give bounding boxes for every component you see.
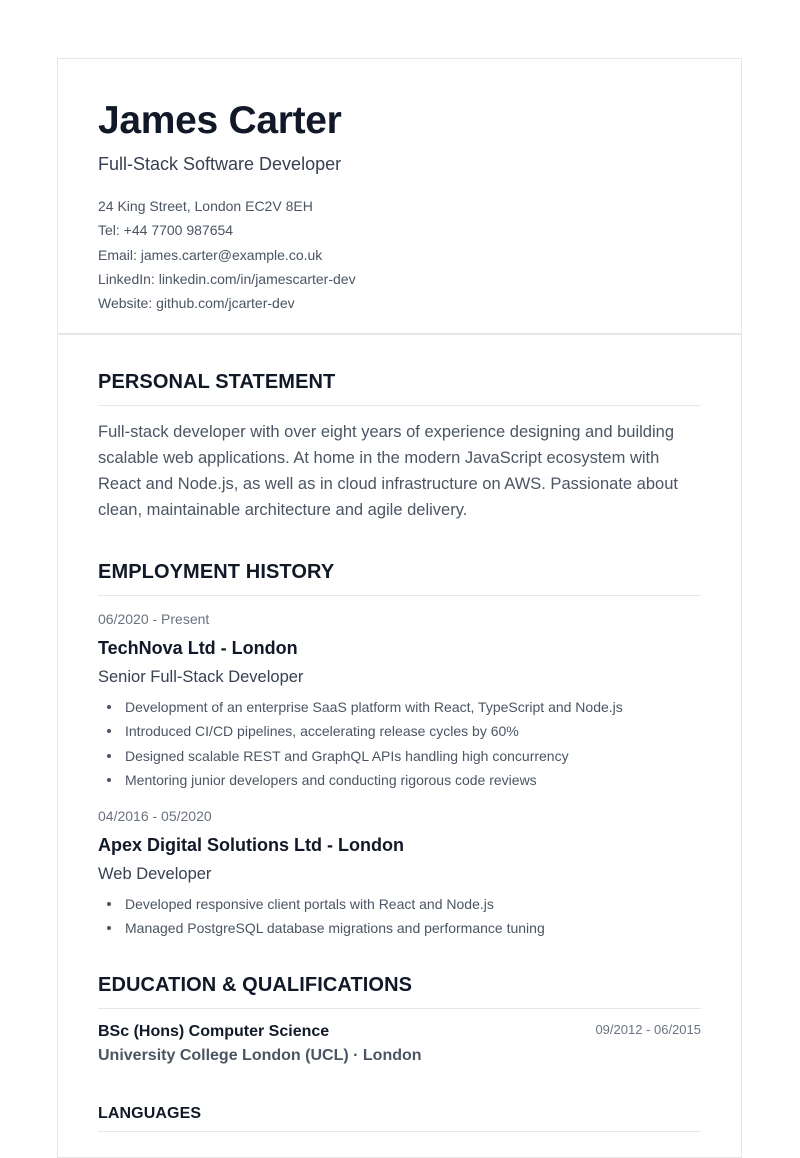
bullet-text: Development of an enterprise SaaS platform with React, TypeScript and Node.js: [125, 699, 623, 715]
bullet-icon: [107, 926, 111, 930]
list-item: [98, 892, 701, 916]
job-company: Apex Digital Solutions Ltd - London: [98, 835, 404, 856]
personal-statement-section: [98, 369, 701, 523]
edu-dates: 09/2012 - 06/2015: [595, 1021, 701, 1037]
section-title: EMPLOYMENT HISTORY: [98, 559, 701, 596]
list-item: [98, 695, 701, 719]
bullet-text: Developed responsive client portals with React and Node.js: [125, 896, 494, 913]
statement-text: Full-stack developer with over eight years of experience designing and building scalable web applications. At home in the modern JavaScript ecosystem with React and Node.js, as well as in cloud infrastructure on AWS. Passionate about clean, maintainable architecture and agile delivery.: [98, 423, 678, 519]
bullet-text: Mentoring junior developers and conducting rigorous code reviews: [125, 771, 537, 788]
bullet-text: Designed scalable REST and GraphQL APIs handling high concurrency: [125, 747, 569, 764]
job-entry: [98, 610, 701, 792]
contact-block: [98, 194, 701, 315]
resume-body: [58, 369, 741, 1132]
candidate-role: Full-Stack Software Developer: [98, 154, 342, 174]
job-dates: 06/2020 - Present: [98, 611, 210, 627]
bullet-icon: [107, 778, 111, 782]
contact-address: 24 King Street, London EC2V 8EH: [98, 198, 313, 214]
section-title: PERSONAL STATEMENT: [98, 369, 701, 406]
bullet-icon: [107, 754, 111, 758]
contact-website: Website: github.com/jcarter-dev: [98, 295, 295, 312]
candidate-name: James Carter: [98, 99, 342, 142]
job-entry: [98, 807, 701, 941]
edu-degree: BSc (Hons) Computer Science: [98, 1022, 330, 1040]
edu-school: University College London (UCL) · London: [98, 1046, 422, 1064]
list-item: [98, 768, 701, 792]
job-title: Senior Full-Stack Developer: [98, 668, 304, 686]
list-item: [98, 719, 701, 743]
education-entry: [98, 1021, 701, 1067]
bullet-icon: [107, 902, 111, 906]
bullet-icon: [107, 729, 111, 733]
job-title: Web Developer: [98, 865, 212, 884]
bullet-text: Managed PostgreSQL database migrations and performance tuning: [125, 920, 545, 937]
bullet-text: Introduced CI/CD pipelines, accelerating release cycles by 60%: [125, 723, 519, 740]
list-item: [98, 744, 701, 768]
employment-section: [98, 559, 701, 941]
contact-phone: Tel: +44 7700 987654: [98, 222, 234, 239]
languages-section: [98, 1101, 701, 1132]
contact-linkedin: LinkedIn: linkedin.com/in/jamescarter-dev: [98, 270, 356, 287]
resume-header: [58, 59, 741, 335]
contact-email: Email: james.carter@example.co.uk: [98, 246, 323, 263]
job-company: TechNova Ltd - London: [98, 638, 298, 658]
resume-page: [57, 58, 742, 1158]
bullet-icon: [107, 705, 111, 709]
list-item: [98, 916, 701, 940]
section-title: LANGUAGES: [98, 1101, 701, 1132]
job-dates: 04/2016 - 05/2020: [98, 808, 212, 825]
job-bullets: [98, 892, 701, 941]
section-title: EDUCATION & QUALIFICATIONS: [98, 972, 701, 1009]
job-bullets: [98, 695, 701, 792]
education-section: [98, 972, 701, 1067]
